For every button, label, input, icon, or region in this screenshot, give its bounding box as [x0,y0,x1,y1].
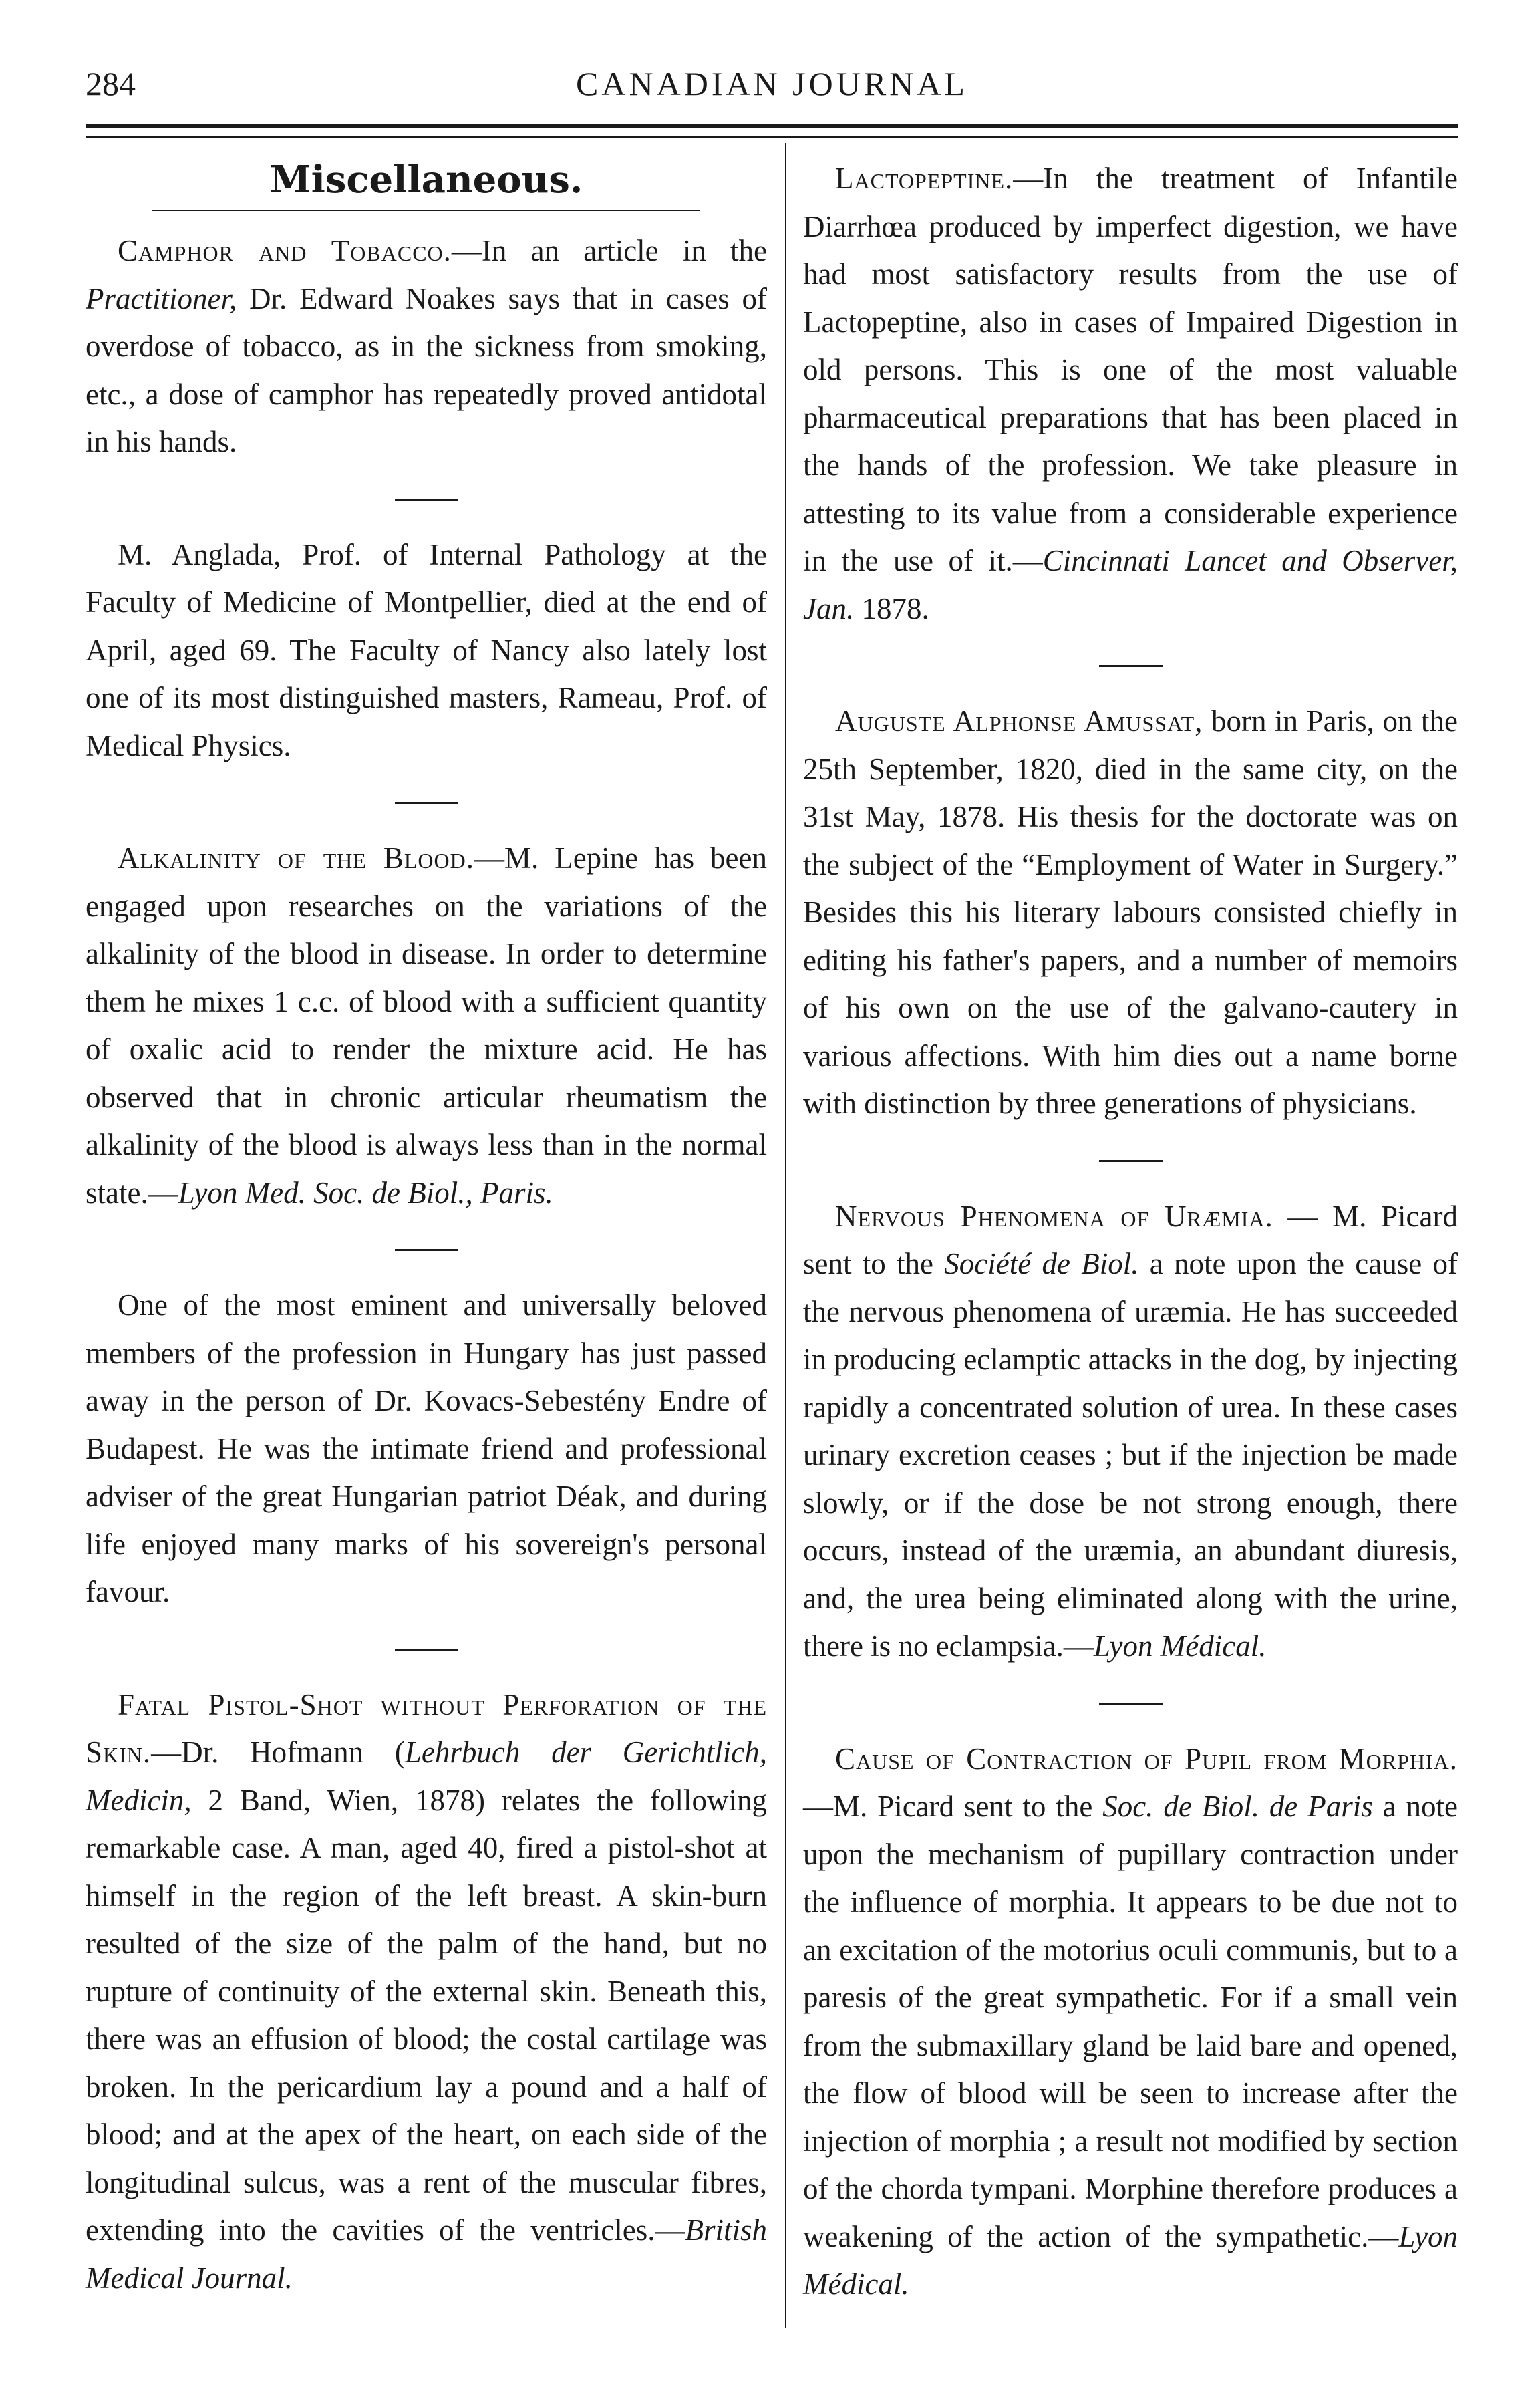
article-text: One of the most eminent and universally beloved members of the profession in Hungary has just passed away in the person of Dr. Kovacs-Sebestény Endre of Budapest. He was the intimate friend and professional adviser of the great Hungarian patriot Déak, and during life enjoyed many marks of his sovereign's personal favour. [86,1288,767,1608]
article-anglada [86,531,767,770]
page-number: 284 [86,65,136,102]
article-text: —M. Picard sent to the [803,1790,1103,1823]
article-hungary [86,1282,767,1617]
article-text: — M. Picard sent to the [803,1199,1458,1280]
article-lactopeptine [803,155,1458,633]
article-alkalinity [86,835,767,1217]
article-separator [395,802,458,804]
article-source: British Medical Journal. [86,2213,767,2295]
article-pistol-shot [86,1681,767,2303]
journal-name: Practitioner, [86,281,237,315]
article-text: born in Paris, on the 25th September, 1820, died in the same city, on the 31st May, 1878. His thesis for the doctorate was on the subject of the “Employment of Water in Surgery.” Besides this his literary labours consisted chiefly in editing his father's papers, and a number of memoirs of his own on the use of the galvano-cautery in various affections. With him dies out a name borne with distinction by three generations of physicians. [803,704,1458,1120]
article-source: Lyon Médical. [1093,1629,1267,1663]
article-text: a note upon the mechanism of pupillary contraction under the influence of morphia. It appears to be due not to an excitation of the motorius oculi communis, but to a paresis of the great sympathetic. For if a small vein from the submaxillary gland be laid bare and opened, the flow of blood will be seen to increase after the injection of morphia ; a result not modified by section of the chorda tympani. Morphine therefore produces a weakening of the action of the sympathetic.— [803,1790,1458,2253]
article-source: Lyon Med. Soc. de Biol., Paris. [178,1175,553,1210]
article-title: Auguste Alphonse Amussat, [835,704,1203,738]
article-source: Cincinnati Lancet and Observer, Jan. [803,544,1458,625]
article-text: —In the treatment of Infantile Diarrhœa produced by imperfect digestion, we have had most satisfactory results from the use of Lactopeptine, also in cases of Impaired Digestion in old persons. This is one of the most valuable pharmaceutical preparations that has been placed in the hands of the profession. We take pleasure in attesting to its value from a considerable experience in the use of it.— [803,162,1458,577]
book-title: Lehrbuch der Gerichtlich, Medicin, [86,1735,767,1817]
header-rule-thin [86,136,1458,138]
article-text: 2 Band, Wien, 1878) relates the following remarkable case. A man, aged 40, fired a pistol-shot at himself in the region of the left breast. A skin-burn resulted of the size of the palm of the hand, but no rupture of continuity of the external skin. Beneath this, there was an effusion of blood; the costal cartilage was broken. In the pericardium lay a pound and a half of blood; and at the apex of the heart, on each side of the longitudinal sulcus, was a rent of the muscular fibres, extending into the cavities of the ventricles.— [86,1783,767,2247]
article-text: —Dr. Hofmann ( [151,1735,405,1769]
article-title: Nervous Phenomena of Uræmia. [835,1199,1273,1233]
article-source: Lyon Médical. [803,2219,1458,2301]
article-separator [395,1649,458,1651]
article-uraemia [803,1193,1458,1671]
header-rule-thick [86,124,1458,128]
article-separator [1099,665,1163,667]
section-heading: Miscellaneous. [269,158,583,202]
article-title: Cause of Contraction of Pupil from Morphia. [835,1741,1458,1776]
society-name: Soc. de Biol. de Paris [1102,1790,1373,1823]
article-pupil-contraction [803,1735,1458,2309]
journal-title: CANADIAN JOURNAL [576,65,968,102]
article-separator [395,1249,458,1251]
article-text: Dr. Edward Noakes says that in cases of overdose of tobacco, as in the sickness from smoking, etc., a dose of camphor has repeatedly proved antidotal in his hands. [86,281,767,458]
article-separator [1099,1703,1163,1705]
running-head [86,64,1458,111]
article-text: M. Anglada, Prof. of Internal Pathology at the Faculty of Medicine of Montpellier, died at the end of April, aged 69. The Faculty of Nancy also lately lost one of its most distinguished masters, Rameau, Prof. of Medical Physics. [86,537,767,762]
article-separator [1099,1160,1163,1162]
heading-rule [152,210,700,211]
article-title: Camphor and Tobacco. [118,234,452,267]
right-column [803,155,1458,2309]
article-title: Alkalinity of the Blood. [118,841,474,875]
article-text: —In an article in the [451,234,767,267]
society-name: Société de Biol. [944,1247,1139,1280]
article-text: —M. Lepine has been engaged upon researches on the variations of the alkalinity of the blood in disease. In order to determine them he mixes 1 c.c. of blood with a sufficient quantity of oxalic acid to render the mixture acid. He has observed that in chronic articular rheumatism the alkalinity of the blood is always less than in the normal state.— [86,841,767,1210]
article-separator [395,499,458,501]
left-column [86,155,767,2302]
article-title: Lactopeptine. [835,162,1014,195]
article-title: Fatal Pistol-Shot without Perforation of the Skin. [86,1687,767,1769]
column-divider [785,143,786,2328]
article-text: 1878. [854,591,929,625]
article-amussat [803,698,1458,1128]
article-camphor-tobacco [86,227,767,466]
article-text: a note upon the cause of the nervous phenomena of uræmia. He has succeeded in producing eclamptic attacks in the dog, by injecting rapidly a concentrated solution of urea. In these cases urinary excretion ceases ; but if the injection be made slowly, or if the dose be not strong enough, there occurs, instead of the uræmia, an abundant diuresis, and, the urea being eliminated along with the urine, there is no eclampsia.— [803,1247,1458,1663]
